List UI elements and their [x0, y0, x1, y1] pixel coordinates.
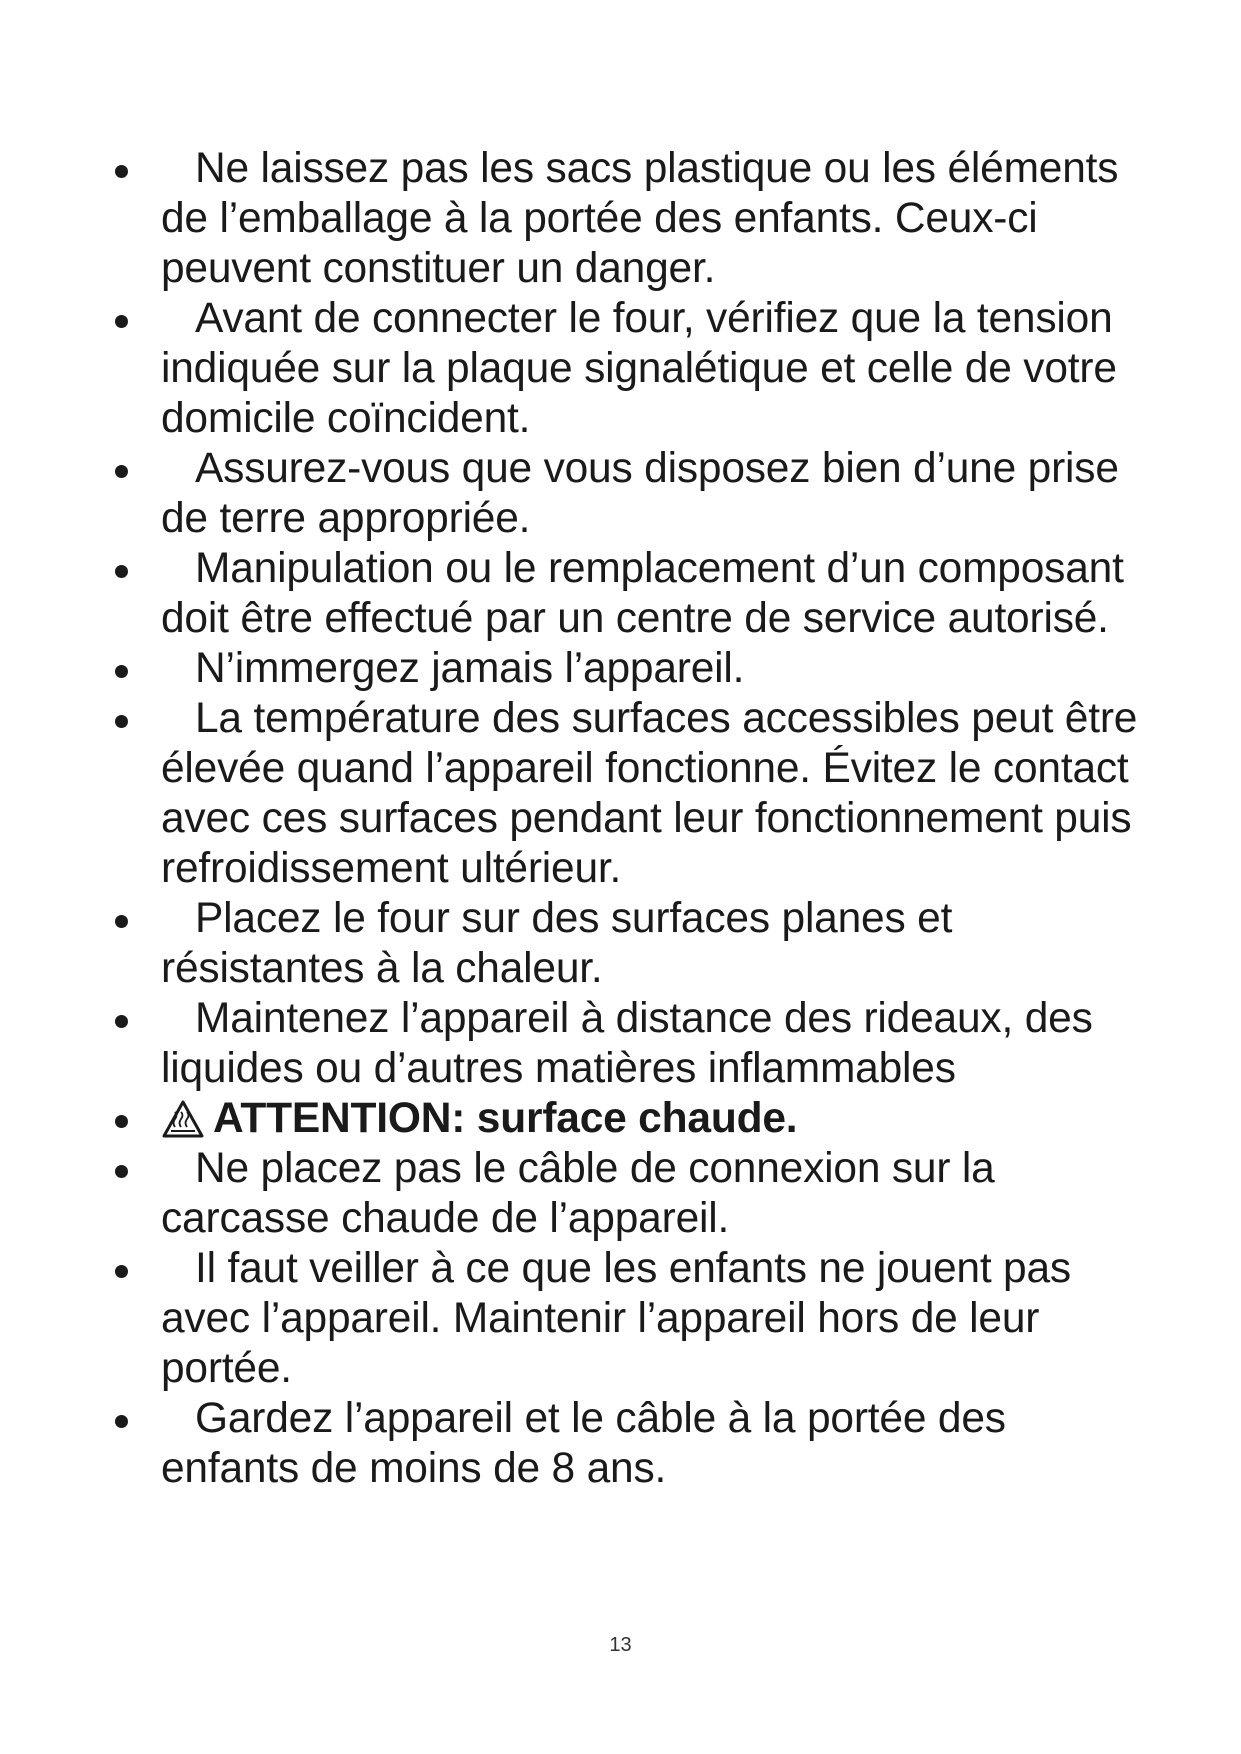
- bullet-icon: [115, 715, 128, 728]
- list-item-text: Placez le four sur des surfaces planes et résistantes à la chaleur.: [161, 895, 953, 992]
- bullet-icon: [115, 465, 128, 478]
- list-item-text: Ne placez pas le câble de connexion sur la carcasse chaude de l’appareil.: [161, 1145, 995, 1242]
- safety-instructions-list: [115, 144, 1145, 1494]
- list-item: [115, 1144, 1145, 1244]
- list-item: [115, 894, 1145, 994]
- bullet-icon: [115, 1115, 128, 1128]
- list-item: [115, 994, 1145, 1094]
- list-item-text: N’immergez jamais l’appareil.: [195, 645, 745, 692]
- list-item-text: Assurez-vous que vous disposez bien d’une prise de terre appropriée.: [161, 445, 1119, 542]
- list-item-text: Avant de connecter le four, vérifiez que la tension indiquée sur la plaque signalétique et celle de votre domicile coïncident.: [161, 295, 1117, 442]
- list-item-warning: [115, 1094, 1145, 1144]
- bullet-icon: [115, 1165, 128, 1178]
- bullet-icon: [115, 915, 128, 928]
- warning-text: ATTENTION: surface chaude.: [213, 1095, 798, 1142]
- list-item: [115, 694, 1145, 894]
- list-item: [115, 294, 1145, 444]
- list-item-text: Ne laissez pas les sacs plastique ou les éléments de l’emballage à la portée des enfants. Ceux-ci peuvent constituer un danger.: [161, 145, 1119, 292]
- list-item: [115, 144, 1145, 294]
- hot-surface-warning-icon: [161, 1099, 205, 1139]
- list-item: [115, 1394, 1145, 1494]
- bullet-icon: [115, 565, 128, 578]
- list-item: [115, 1244, 1145, 1394]
- bullet-icon: [115, 165, 128, 178]
- list-item: [115, 444, 1145, 544]
- list-item: [115, 544, 1145, 644]
- list-item-text: La température des surfaces accessibles peut être élevée quand l’appareil fonctionne. Évitez le contact avec ces surfaces pendant leur fonctionnement puis refroidissement ultérieur.: [161, 695, 1138, 892]
- list-item-text: Il faut veiller à ce que les enfants ne jouent pas avec l’appareil. Maintenir l’appareil hors de leur portée.: [161, 1245, 1071, 1392]
- list-item-text: Manipulation ou le remplacement d’un composant doit être effectué par un centre de service autorisé.: [161, 545, 1124, 642]
- bullet-icon: [115, 665, 128, 678]
- list-item-text: Gardez l’appareil et le câble à la portée des enfants de moins de 8 ans.: [161, 1395, 1006, 1492]
- list-item-text: Maintenez l’appareil à distance des rideaux, des liquides ou d’autres matières inflammables: [161, 995, 1093, 1092]
- page-number: 13: [609, 1634, 632, 1656]
- bullet-icon: [115, 1015, 128, 1028]
- bullet-icon: [115, 1265, 128, 1278]
- warning-row: [161, 1094, 1145, 1144]
- bullet-icon: [115, 1415, 128, 1428]
- bullet-icon: [115, 315, 128, 328]
- list-item: [115, 644, 1145, 694]
